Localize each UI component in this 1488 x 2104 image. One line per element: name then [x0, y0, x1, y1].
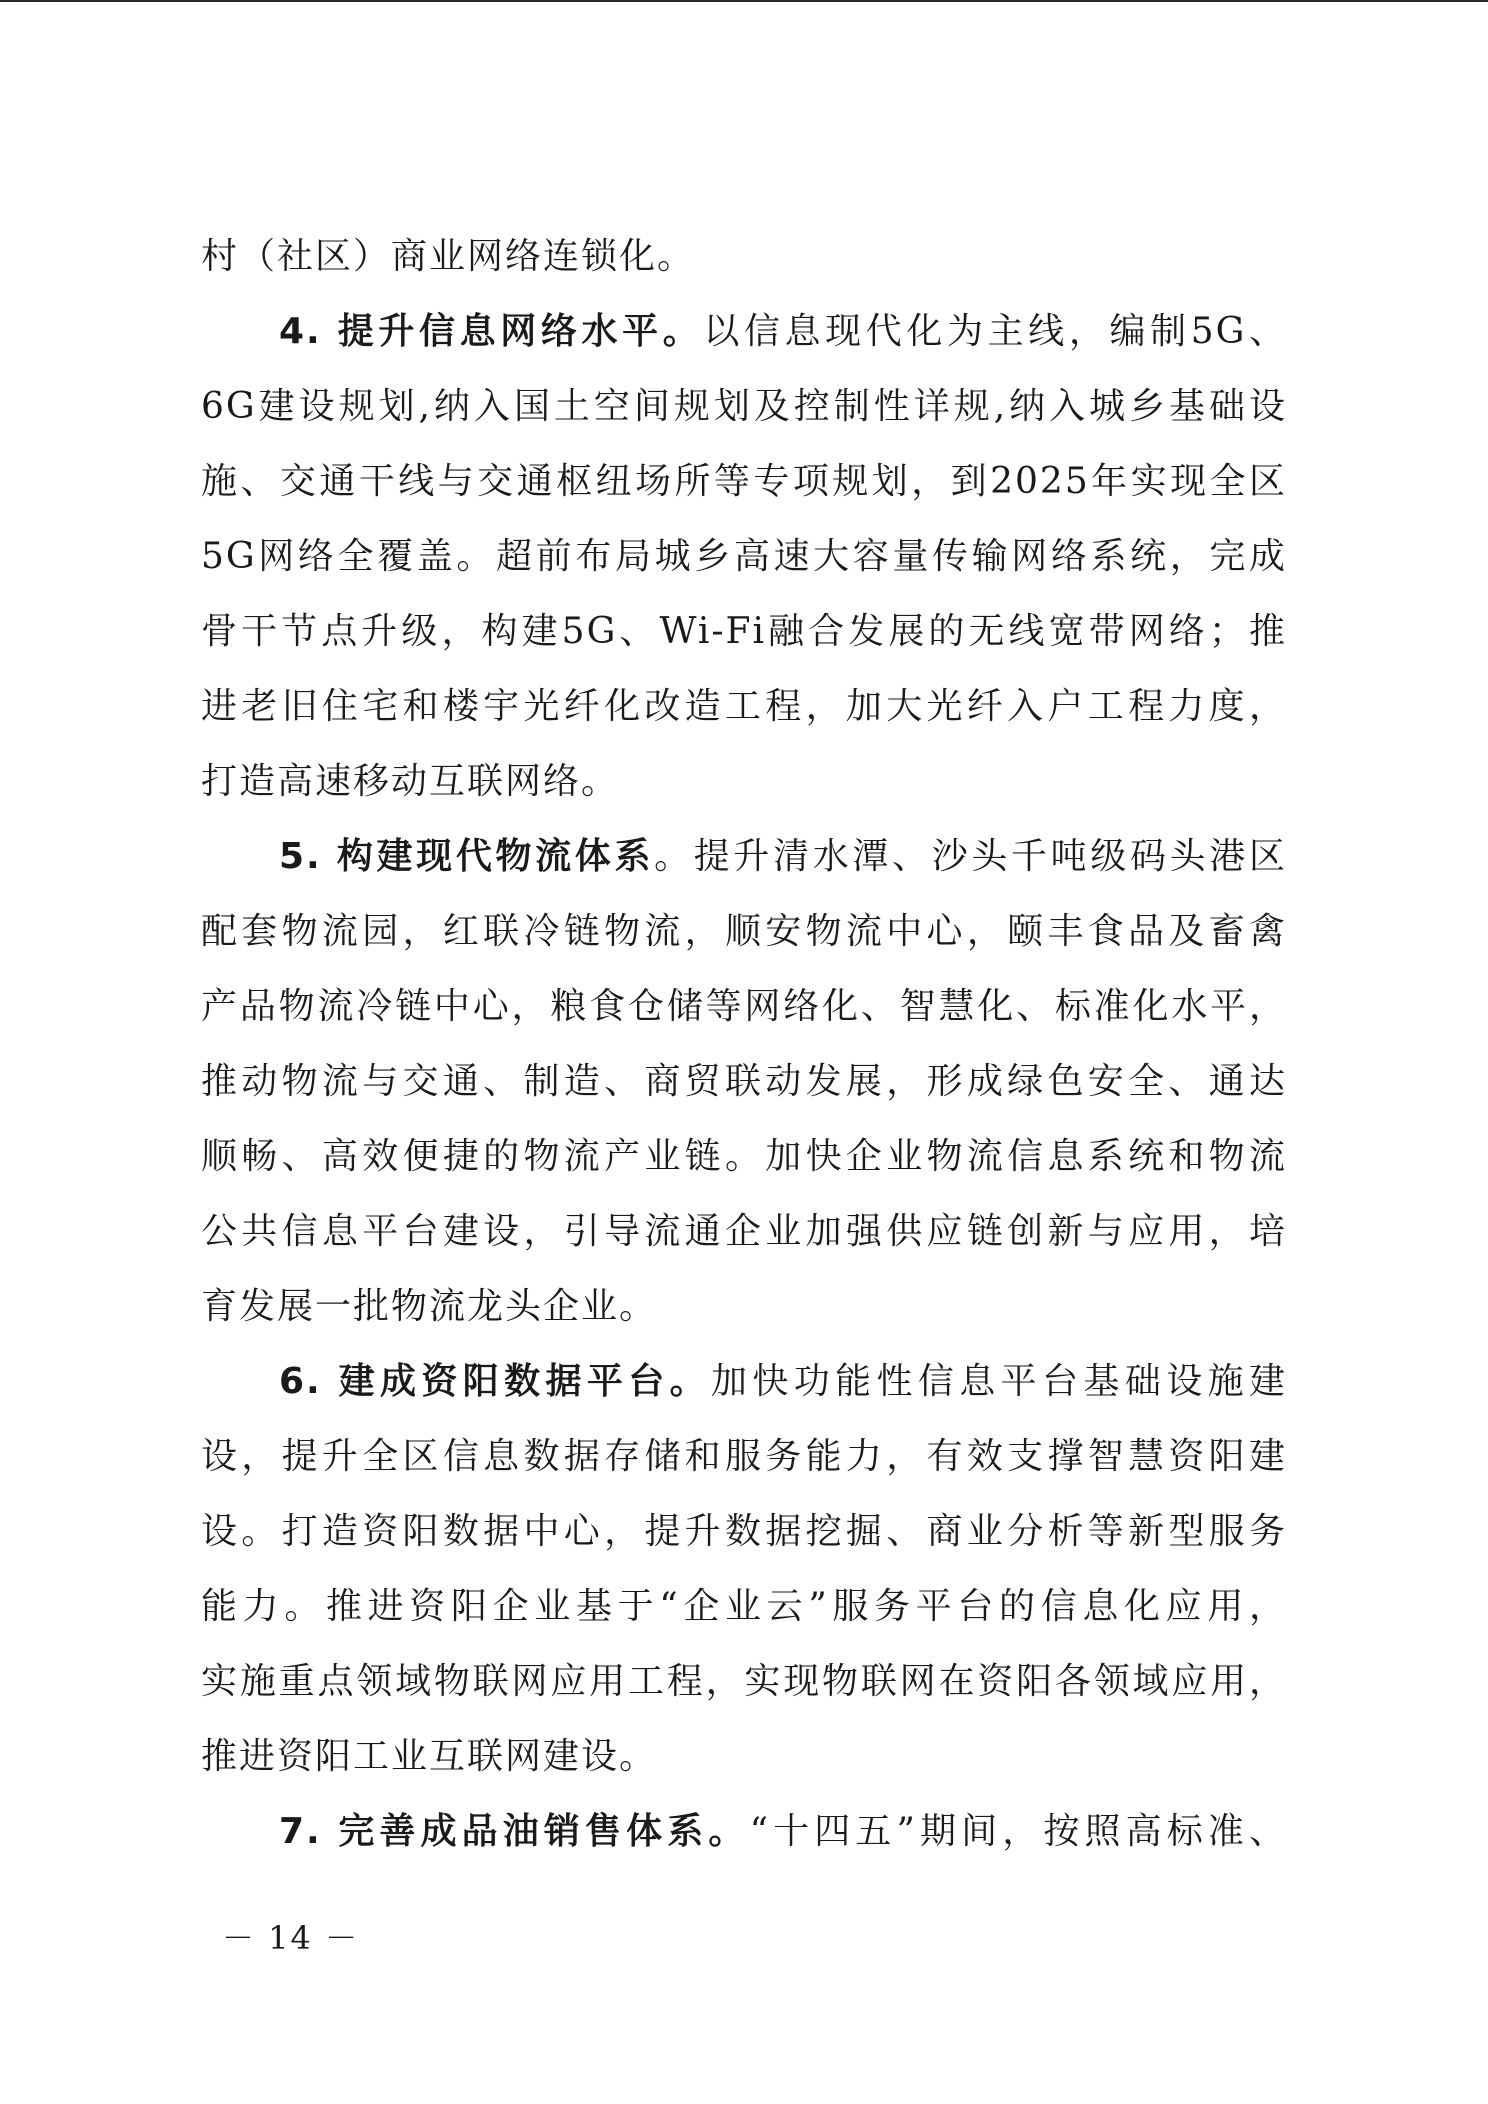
paragraph-text: 实施重点领域物联网应用工程，实现物联网在资阳各领域应用，: [201, 1661, 1287, 1702]
paragraph-text: 5G网络全覆盖。超前布局城乡高速大容量传输网络系统，完成: [201, 536, 1287, 577]
body-text-line: [201, 594, 1287, 669]
document-body: [201, 219, 1287, 1869]
body-text-line: [201, 519, 1287, 594]
body-text-line: [201, 1044, 1287, 1119]
body-text-line: [201, 894, 1287, 969]
page-number: － 14 －: [222, 1919, 360, 1957]
body-text-line: [201, 1569, 1287, 1644]
paragraph-text: 配套物流园，红联冷链物流，顺安物流中心，颐丰食品及畜禽: [201, 911, 1287, 952]
paragraph-text: 推动物流与交通、制造、商贸联动发展，形成绿色安全、通达: [201, 1061, 1287, 1102]
section-number: 4.: [279, 311, 322, 352]
paragraph-text: 设。打造资阳数据中心，提升数据挖掘、商业分析等新型服务: [201, 1511, 1287, 1552]
paragraph-text: 打造高速移动互联网络。: [201, 761, 620, 802]
paragraph-text: 施、交通干线与交通枢纽场所等专项规划，到2025年实现全区: [201, 461, 1287, 502]
section-title: 建成资阳数据平台。: [338, 1361, 711, 1402]
section-number: 5.: [279, 836, 322, 877]
paragraph-text: 产品物流冷链中心，粮食仓储等网络化、智慧化、标准化水平，: [201, 986, 1287, 1027]
body-text-line: [201, 669, 1287, 744]
paragraph-text: 顺畅、高效便捷的物流产业链。加快企业物流信息系统和物流: [201, 1136, 1287, 1177]
body-text-line: [201, 444, 1287, 519]
body-text-line: [201, 1419, 1287, 1494]
paragraph-text: 设，提升全区信息数据存储和服务能力，有效支撑智慧资阳建: [201, 1436, 1287, 1477]
section-number: 6.: [279, 1361, 322, 1402]
paragraph-text: 公共信息平台建设，引导流通企业加强供应链创新与应用，培: [201, 1211, 1287, 1252]
paragraph-text: 推进资阳工业互联网建设。: [201, 1736, 658, 1777]
paragraph-text: 骨干节点升级，构建5G、Wi-Fi融合发展的无线宽带网络；推: [201, 611, 1287, 652]
section-title: 构建现代物流体系: [336, 836, 655, 877]
section-heading-line: [201, 819, 1287, 894]
section-number: 7.: [279, 1811, 322, 1852]
paragraph-text: 加快功能性信息平台基础设施建: [711, 1361, 1287, 1402]
paragraph-text: 村（社区）商业网络连锁化。: [201, 236, 696, 277]
body-text-line: [201, 969, 1287, 1044]
body-text-line: [201, 1119, 1287, 1194]
paragraph-text: “十四五”期间，按照高标准、: [749, 1811, 1287, 1852]
paragraph-text: 。提升清水潭、沙头千吨级码头港区: [654, 836, 1287, 877]
body-text-line: [201, 1644, 1287, 1719]
body-text-line: [201, 1719, 1287, 1794]
paragraph-text: 能力。推进资阳企业基于“企业云”服务平台的信息化应用，: [201, 1586, 1287, 1627]
body-text-line: [201, 369, 1287, 444]
paragraph-text: 进老旧住宅和楼宇光纤化改造工程，加大光纤入户工程力度，: [201, 686, 1287, 727]
body-text-line: [201, 744, 1287, 819]
body-text-line: [201, 1269, 1287, 1344]
paragraph-text: 育发展一批物流龙头企业。: [201, 1286, 658, 1327]
paragraph-text: 6G建设规划,纳入国土空间规划及控制性详规,纳入城乡基础设: [201, 386, 1287, 427]
paragraph-text: 以信息现代化为主线，编制5G、: [703, 311, 1287, 352]
body-text-line: [201, 1194, 1287, 1269]
section-heading-line: [201, 1794, 1287, 1869]
body-text-line: [201, 219, 1287, 294]
section-title: 完善成品油销售体系。: [338, 1811, 750, 1852]
top-border-line: [0, 0, 1488, 2]
section-title: 提升信息网络水平。: [337, 311, 704, 352]
section-heading-line: [201, 294, 1287, 369]
body-text-line: [201, 1494, 1287, 1569]
section-heading-line: [201, 1344, 1287, 1419]
